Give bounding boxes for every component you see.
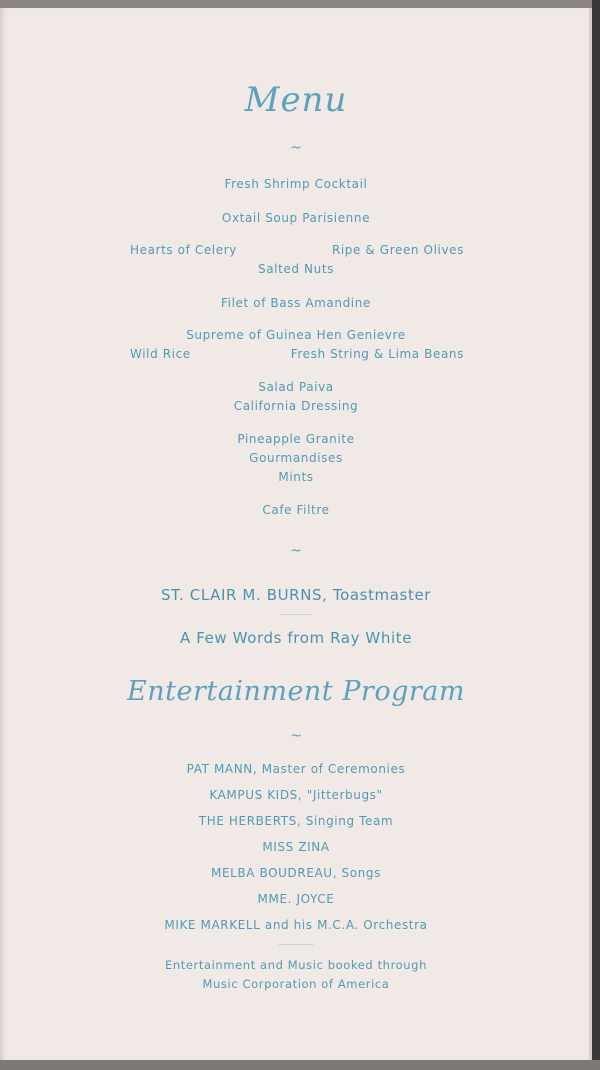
menu-item: Salted Nuts: [258, 262, 334, 276]
booking-line: Music Corporation of America: [202, 977, 390, 991]
menu-item-pair: [0, 243, 592, 257]
toastmaster-line: ST. CLAIR M. BURNS, Toastmaster: [160, 586, 432, 604]
menu-item: Ripe & Green Olives: [331, 243, 464, 257]
menu-item-pair: [0, 347, 592, 361]
act-line: PAT MANN, Master of Ceremonies: [186, 762, 406, 776]
menu-item: Fresh String & Lima Beans: [290, 347, 464, 361]
divider: [278, 944, 314, 945]
menu-item: Hearts of Celery: [130, 243, 237, 257]
ornament-swirl: ~: [290, 140, 302, 156]
menu-item: Oxtail Soup Parisienne: [221, 211, 371, 225]
menu-item: Wild Rice: [130, 347, 191, 361]
ornament-swirl: ~: [290, 543, 302, 559]
act-line: MISS ZINA: [262, 840, 330, 854]
menu-item: Salad Paiva: [258, 380, 334, 394]
menu-item: Filet of Bass Amandine: [221, 296, 371, 310]
menu-item: Pineapple Granite: [237, 432, 355, 446]
act-line: MME. JOYCE: [257, 892, 335, 906]
entertainment-title: Entertainment Program: [127, 676, 465, 707]
ornament-swirl: ~: [290, 728, 302, 744]
act-line: MELBA BOUDREAU, Songs: [211, 866, 381, 880]
booking-line: Entertainment and Music booked through: [165, 958, 427, 972]
menu-title: Menu: [244, 80, 348, 120]
menu-item: Fresh Shrimp Cocktail: [224, 177, 368, 191]
background-strip: [0, 1060, 600, 1070]
act-line: THE HERBERTS, Singing Team: [198, 814, 394, 828]
menu-item: Gourmandises: [249, 451, 343, 465]
menu-item: Cafe Filtre: [262, 503, 330, 517]
divider: [281, 614, 311, 615]
menu-page: [0, 8, 592, 1060]
few-words-line: A Few Words from Ray White: [179, 629, 413, 647]
menu-item: Supreme of Guinea Hen Genievre: [186, 328, 406, 342]
background-strip: [592, 0, 600, 1070]
act-line: KAMPUS KIDS, "Jitterbugs": [209, 788, 383, 802]
menu-item: Mints: [278, 470, 314, 484]
act-line: MIKE MARKELL and his M.C.A. Orchestra: [164, 918, 428, 932]
menu-item: California Dressing: [233, 399, 359, 413]
